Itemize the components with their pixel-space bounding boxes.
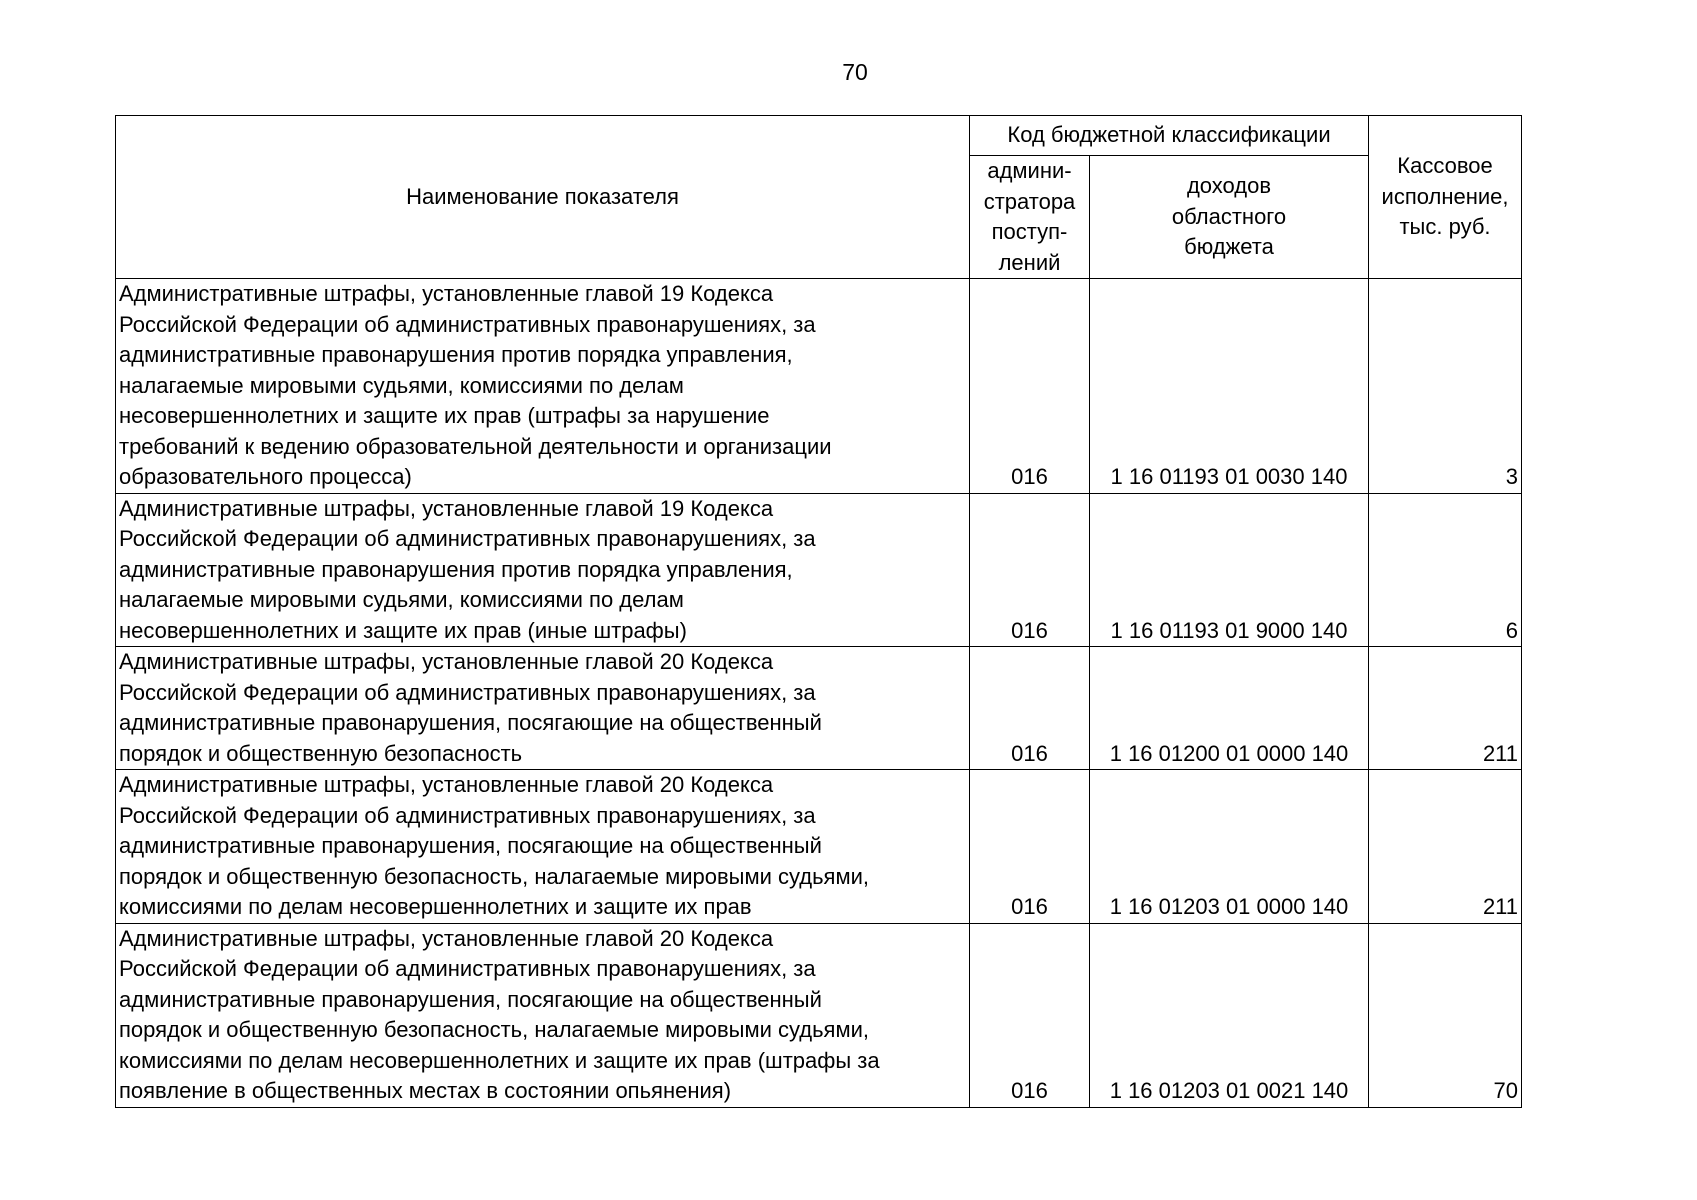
row-name-line: Российской Федерации об административных правонарушениях, за bbox=[119, 956, 816, 981]
row-name bbox=[116, 493, 970, 647]
header-execution bbox=[1369, 116, 1522, 279]
row-income-code: 1 16 01203 01 0021 140 bbox=[1090, 923, 1369, 1107]
header-income-line: областного bbox=[1171, 203, 1287, 229]
row-name-line: требований к ведению образовательной деятельности и организации bbox=[119, 433, 832, 459]
row-name-line: Административные штрафы, установленные главой 20 Кодекса bbox=[119, 772, 774, 797]
row-name-line: комиссиями по делам несовершеннолетних и защите их прав bbox=[119, 894, 752, 919]
row-amount: 6 bbox=[1369, 493, 1522, 647]
header-admin bbox=[970, 156, 1090, 279]
header-admin-line: админи- bbox=[987, 158, 1072, 183]
header-classification: Код бюджетной классификации bbox=[970, 116, 1369, 156]
row-name-line: Российской Федерации об административных правонарушениях, за bbox=[119, 802, 816, 828]
row-income-code: 1 16 01203 01 0000 140 bbox=[1090, 770, 1369, 924]
row-income-code: 1 16 01193 01 0030 140 bbox=[1090, 279, 1369, 494]
row-amount: 211 bbox=[1369, 647, 1522, 770]
header-name: Наименование показателя bbox=[116, 116, 970, 279]
row-amount: 70 bbox=[1369, 923, 1522, 1107]
header-income-line: бюджета bbox=[1184, 234, 1274, 260]
row-name-line: несовершеннолетних и защите их прав (штрафы за нарушение bbox=[119, 403, 770, 428]
row-admin-code: 016 bbox=[970, 647, 1090, 770]
table-row bbox=[116, 923, 1522, 1107]
header-execution-line: исполнение, bbox=[1381, 183, 1509, 209]
header-income-line: доходов bbox=[1186, 173, 1272, 199]
table-header bbox=[116, 116, 1522, 279]
table-row bbox=[116, 493, 1522, 647]
table-row bbox=[116, 770, 1522, 924]
row-amount: 3 bbox=[1369, 279, 1522, 494]
row-name-line: порядок и общественную безопасность, налагаемые мировыми судьями, bbox=[119, 1017, 869, 1042]
row-name-line: административные правонарушения против порядка управления, bbox=[119, 342, 793, 367]
row-name bbox=[116, 647, 970, 770]
row-admin-code: 016 bbox=[970, 279, 1090, 494]
row-name-line: порядок и общественную безопасность, налагаемые мировыми судьями, bbox=[119, 863, 869, 889]
row-name-line: комиссиями по делам несовершеннолетних и защите их прав (штрафы за bbox=[119, 1047, 880, 1073]
header-row-1 bbox=[116, 116, 1522, 156]
table-row bbox=[116, 647, 1522, 770]
row-income-code: 1 16 01193 01 9000 140 bbox=[1090, 493, 1369, 647]
row-name-line: порядок и общественную безопасность bbox=[119, 740, 523, 766]
row-name-line: Административные штрафы, установленные главой 20 Кодекса bbox=[119, 925, 774, 951]
row-name-line: Российской Федерации об административных правонарушениях, за bbox=[119, 679, 816, 705]
row-name-line: Административные штрафы, установленные главой 19 Кодекса bbox=[119, 281, 774, 306]
row-name-line: налагаемые мировыми судьями, комиссиями по делам bbox=[119, 372, 684, 398]
row-income-code: 1 16 01200 01 0000 140 bbox=[1090, 647, 1369, 770]
row-name bbox=[116, 770, 970, 924]
row-admin-code: 016 bbox=[970, 493, 1090, 647]
table-body bbox=[116, 279, 1522, 1108]
row-name bbox=[116, 923, 970, 1107]
header-income bbox=[1090, 156, 1369, 279]
budget-table bbox=[115, 115, 1522, 1108]
row-name-line: налагаемые мировыми судьями, комиссиями по делам bbox=[119, 587, 684, 612]
header-admin-line: лений bbox=[998, 249, 1061, 275]
header-execution-line: Кассовое bbox=[1397, 153, 1493, 179]
row-name-line: появление в общественных местах в состоянии опьянения) bbox=[119, 1078, 732, 1103]
row-amount: 211 bbox=[1369, 770, 1522, 924]
row-name bbox=[116, 279, 970, 494]
row-admin-code: 016 bbox=[970, 923, 1090, 1107]
row-name-line: несовершеннолетних и защите их прав (иные штрафы) bbox=[119, 617, 687, 643]
header-admin-line: поступ- bbox=[991, 219, 1068, 244]
row-name-line: образовательного процесса) bbox=[119, 464, 412, 489]
row-admin-code: 016 bbox=[970, 770, 1090, 924]
row-name-line: административные правонарушения против порядка управления, bbox=[119, 556, 793, 582]
page-number: 70 bbox=[842, 59, 868, 85]
row-name-line: Российской Федерации об административных правонарушениях, за bbox=[119, 311, 816, 337]
row-name-line: административные правонарушения, посягающие на общественный bbox=[119, 986, 822, 1012]
header-admin-line: стратора bbox=[983, 188, 1076, 214]
header-execution-line: тыс. руб. bbox=[1399, 214, 1491, 240]
row-name-line: административные правонарушения, посягающие на общественный bbox=[119, 710, 822, 735]
row-name-line: административные правонарушения, посягающие на общественный bbox=[119, 833, 822, 858]
row-name-line: Административные штрафы, установленные главой 19 Кодекса bbox=[119, 495, 774, 521]
row-name-line: Административные штрафы, установленные главой 20 Кодекса bbox=[119, 649, 774, 674]
table-row bbox=[116, 279, 1522, 494]
row-name-line: Российской Федерации об административных правонарушениях, за bbox=[119, 526, 816, 551]
